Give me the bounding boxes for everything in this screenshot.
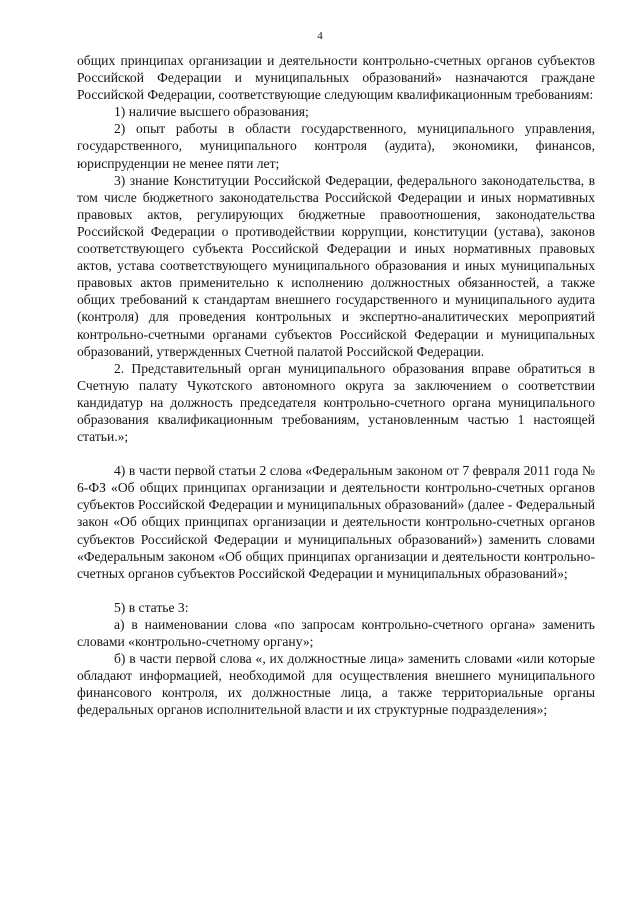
document-body bbox=[77, 52, 595, 718]
paragraph-part-2: 2. Представительный орган муниципального образования вправе обратиться в Счетную палату Чукотского автономного округа за заключением о соответствии кандидатур на должность председателя контрольно-счетного органа муниципального образования квалификационным требованиям, установленным частью 1 настоящей статьи.»; bbox=[77, 360, 595, 445]
subitem-a: а) в наименовании слова «по запросам контрольно-счетного органа» заменить словами «контрольно-счетному органу»; bbox=[77, 616, 595, 649]
paragraph-continuation: общих принципах организации и деятельности контрольно-счетных органов субъектов Российской Федерации и муниципальных образований» назначаются граждане Российской Федерации, соответствующие следующим квалификационным требованиям: bbox=[77, 53, 595, 103]
list-item-3: 3) знание Конституции Российской Федерации, федерального законодательства, в том числе бюджетного законодательства Российской Федерации и иных нормативных правовых актов, регулирующих бюджетные правоотношения, законодательства Российской Федерации о противодействии коррупции, конституции (устава), законов соответствующего субъекта Российской Федерации и иных нормативных правовых актов, устава соответствующего муниципального образования и иных муниципальных правовых актов применительно к исполнению должностных обязанностей, а также общих требований к стандартам внешнего государственного и муниципального аудита (контроля) для проведения контрольных и экспертно-аналитических мероприятий контрольно-счетными органами субъектов Российской Федерации и муниципальных образований, утвержденных Счетной палатой Российской Федерации. bbox=[77, 172, 595, 359]
paragraph-item-5: 5) в статье 3: bbox=[114, 599, 189, 615]
subitem-b: б) в части первой слова «, их должностные лица» заменить словами «или которые обладают информацией, необходимой для осуществления внешнего муниципального финансового контроля, их должностные лица, а также территориальные органы федеральных органов исполнительной власти и их структурные подразделения»; bbox=[77, 651, 595, 718]
list-item-1: 1) наличие высшего образования; bbox=[114, 104, 309, 120]
page-number: 4 bbox=[317, 30, 323, 42]
list-item-2: 2) опыт работы в области государственного, муниципального управления, государственного, муниципального контроля (аудита), экономики, финансов, юриспруденции не менее пяти лет; bbox=[77, 121, 595, 171]
paragraph-item-4: 4) в части первой статьи 2 слова «Федеральным законом от 7 февраля 2011 года № 6-ФЗ «Об общих принципах организации и деятельности контрольно-счетных органов субъектов Российской Федерации и муниципальных образований» (далее - Федеральный закон «Об общих принципах организации и деятельности контрольно-счетных органов субъектов Российской Федерации и муниципальных образований») заменить словами «Федеральным законом «Об общих принципах организации и деятельности контрольно-счетных органов субъектов Российской Федерации и муниципальных образований»; bbox=[77, 463, 595, 581]
